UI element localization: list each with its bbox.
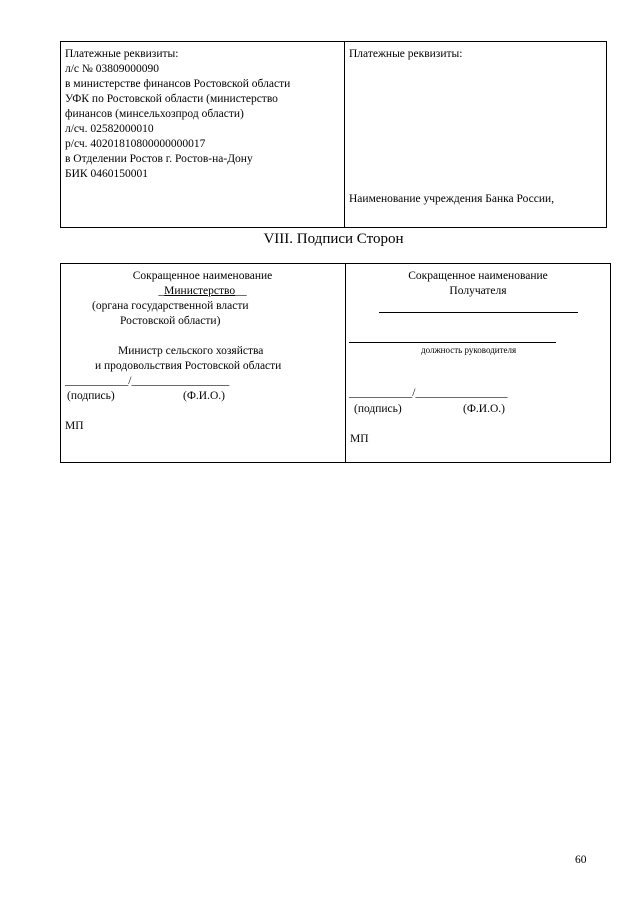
treasury-line-1: УФК по Ростовской области (министерство	[65, 93, 278, 105]
right-short-name-label: Сокращенное наименование	[408, 270, 548, 282]
left-org-desc-2: Ростовской области)	[120, 315, 221, 327]
bank-branch: в Отделении Ростов г. Ростов-на-Дону	[65, 153, 253, 165]
section-title: VIII. Подписи Сторон	[263, 231, 404, 247]
left-short-name-label: Сокращенное наименование	[132, 270, 273, 282]
left-signature-line: ___________/_________________	[65, 375, 230, 387]
bik-code: БИК 0460150001	[65, 168, 148, 180]
right-signature-caption: (подпись)	[354, 403, 402, 415]
account-number: л/сч. 02582000010	[65, 123, 154, 135]
left-org-name-text: Министерство	[164, 285, 236, 297]
left-signature-caption: (подпись)	[67, 390, 115, 402]
payment-table-divider	[344, 41, 345, 228]
ministry-of-finance: в министерстве финансов Ростовской области	[65, 78, 291, 90]
left-stamp: МП	[65, 420, 84, 432]
left-name-caption: (Ф.И.О.)	[183, 390, 225, 402]
payment-left-header: Платежные реквизиты:	[65, 48, 179, 60]
bank-name-label: Наименование учреждения Банка России,	[349, 193, 555, 205]
left-org-name-suffix: __	[235, 285, 247, 297]
left-org-name-prefix: _	[158, 285, 165, 297]
treasury-line-2: финансов (минсельхозпрод области)	[65, 108, 244, 120]
settlement-account: р/сч. 40201810800000000017	[65, 138, 206, 150]
right-recipient-name-line	[379, 312, 578, 313]
right-signature-line: ___________/________________	[349, 387, 508, 399]
right-position-line	[349, 342, 556, 343]
right-recipient-label: Получателя	[449, 285, 507, 297]
left-org-desc-1: (органа государственной власти	[92, 300, 249, 312]
page-number: 60	[575, 854, 587, 866]
right-name-caption: (Ф.И.О.)	[463, 403, 505, 415]
left-position-1: Министр сельского хозяйства	[118, 345, 264, 357]
left-org-name	[60, 284, 345, 299]
right-position-caption: должность руководителя	[421, 345, 517, 355]
payment-right-header: Платежные реквизиты:	[349, 48, 463, 60]
right-stamp: МП	[350, 433, 369, 445]
left-position-2: и продовольствия Ростовской области	[95, 360, 282, 372]
personal-account: л/с № 03809000090	[65, 63, 160, 75]
